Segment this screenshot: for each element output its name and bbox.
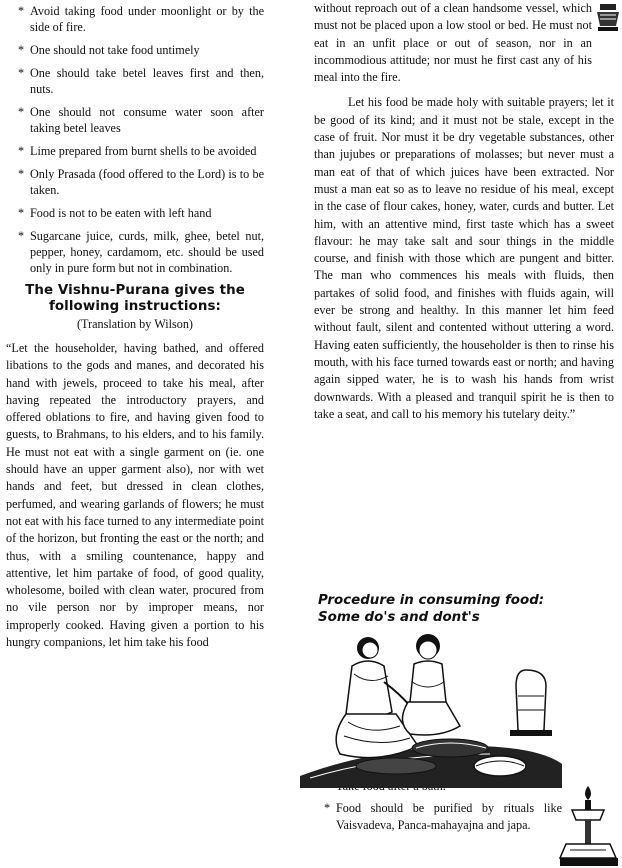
- list-item-text: One should not take food untimely: [30, 43, 200, 57]
- vishnu-purana-heading: The Vishnu-Purana gives the following instructions:: [25, 283, 245, 314]
- bullet-symbol: *: [324, 801, 331, 815]
- right-column: [314, 0, 614, 832]
- left-bullet-list: [6, 3, 264, 276]
- list-item: [322, 800, 562, 834]
- oil-lamp-illustration: [556, 784, 622, 868]
- bullet-symbol: *: [18, 105, 25, 119]
- list-item: [16, 42, 264, 58]
- vessel-illustration: [594, 2, 622, 36]
- quote-paragraph-2: Let his food be made holy with suitable prayers; let it be good of its kind; and it must not be stale, except in the case of fruit. Nor must it be dry vegetable substances, other than jujubes or preparations of molasses; but never must a man eat of that of which juices have been extracted. Nor must a man eat so as to leave no residue of his meal, except in the case of flour cakes, honey, water, curds and butter. Let him, with an attentive mind, first taste which has a sweet flavour: he may take salt and sour things in the middle course, and finish with those which are pungent and bitter. The man who commences his meals with fluids, then partakes of solid food, and finishes with fluids again, will ever be strong and healthy. In this manner let him feed without fault, silent and contented without uttering a word. Having eaten sufficiently, the householder is then to rinse his mouth, with his face turned towards east or north; and having again sipped water, he is to wash his hands from wrist downwards. With a pleased and tranquil spirit he is then to take a seat, and call to his memory his tutelary deity.”: [314, 95, 614, 421]
- bullet-symbol: *: [18, 167, 25, 181]
- list-item-text: Only Prasada (food offered to the Lord) is to be taken.: [30, 167, 264, 197]
- list-item-text: One should take betel leaves first and then, nuts.: [30, 66, 264, 96]
- bullet-symbol: *: [18, 144, 25, 158]
- procedure-heading: Procedure in consuming food: Some do's and dont's: [318, 593, 545, 625]
- bullet-symbol: *: [18, 229, 25, 243]
- list-item-text: Food should be purified by rituals like Vaisvadeva, Panca-mahayajna and japa.: [336, 801, 562, 832]
- family-meal-illustration: [300, 626, 562, 788]
- list-item: [16, 104, 264, 136]
- list-item: [16, 65, 264, 97]
- list-item: [16, 166, 264, 198]
- list-item: [16, 228, 264, 276]
- bullet-symbol: *: [18, 43, 25, 57]
- bullet-symbol: *: [18, 4, 25, 18]
- list-item: [16, 3, 264, 35]
- list-item-text: Lime prepared from burnt shells to be avoided: [30, 144, 257, 158]
- list-item-text: One should not consume water soon after taking betel leaves: [30, 105, 264, 135]
- bullet-symbol: *: [18, 66, 25, 80]
- quote-continuation: without reproach out of a clean handsome vessel, which must not be placed upon a low stool or bed. He must not eat in an unfit place or out of season, nor in an incommodious attitude; nor must he first cast any of his meal into the fire.: [314, 1, 592, 85]
- translation-credit: (Translation by Wilson): [77, 317, 193, 331]
- vishnu-purana-quote: “Let the householder, having bathed, and offered libations to the gods and manes, and decorated his hand with jewels, proceed to take his meal, after having repeated the introductory prayers, and offered oblations to fire, and having given food to guests, to Brahmans, to his elders, and to his family. He must not eat with a single garment on (ie. one should have an upper garment also), nor with wet hands and feet, but dressed in clean clothes, perfumed, and wearing garlands of flowers; he must not eat with his face turned to any intermediate point of the horizon, but fronting the east or the north; and thus, with a smiling countenance, happy and attentive, let him partake of food, of good quality, wholesome, boiled with clean water, procured from no vile person nor by improper means, nor improperly cooked. Having given a portion to his hungry companions, let him take his food: [6, 341, 264, 650]
- list-item-text: Sugarcane juice, curds, milk, ghee, betel nut, pepper, honey, cardamom, etc. should be used only in pure form but not in combination.: [30, 229, 264, 275]
- list-item: [16, 205, 264, 221]
- left-column: [6, 0, 264, 651]
- list-item: [16, 143, 264, 159]
- list-item-text: Avoid taking food under moonlight or by the side of fire.: [30, 4, 264, 34]
- bullet-symbol: *: [18, 206, 25, 220]
- list-item-text: Food is not to be eaten with left hand: [30, 206, 212, 220]
